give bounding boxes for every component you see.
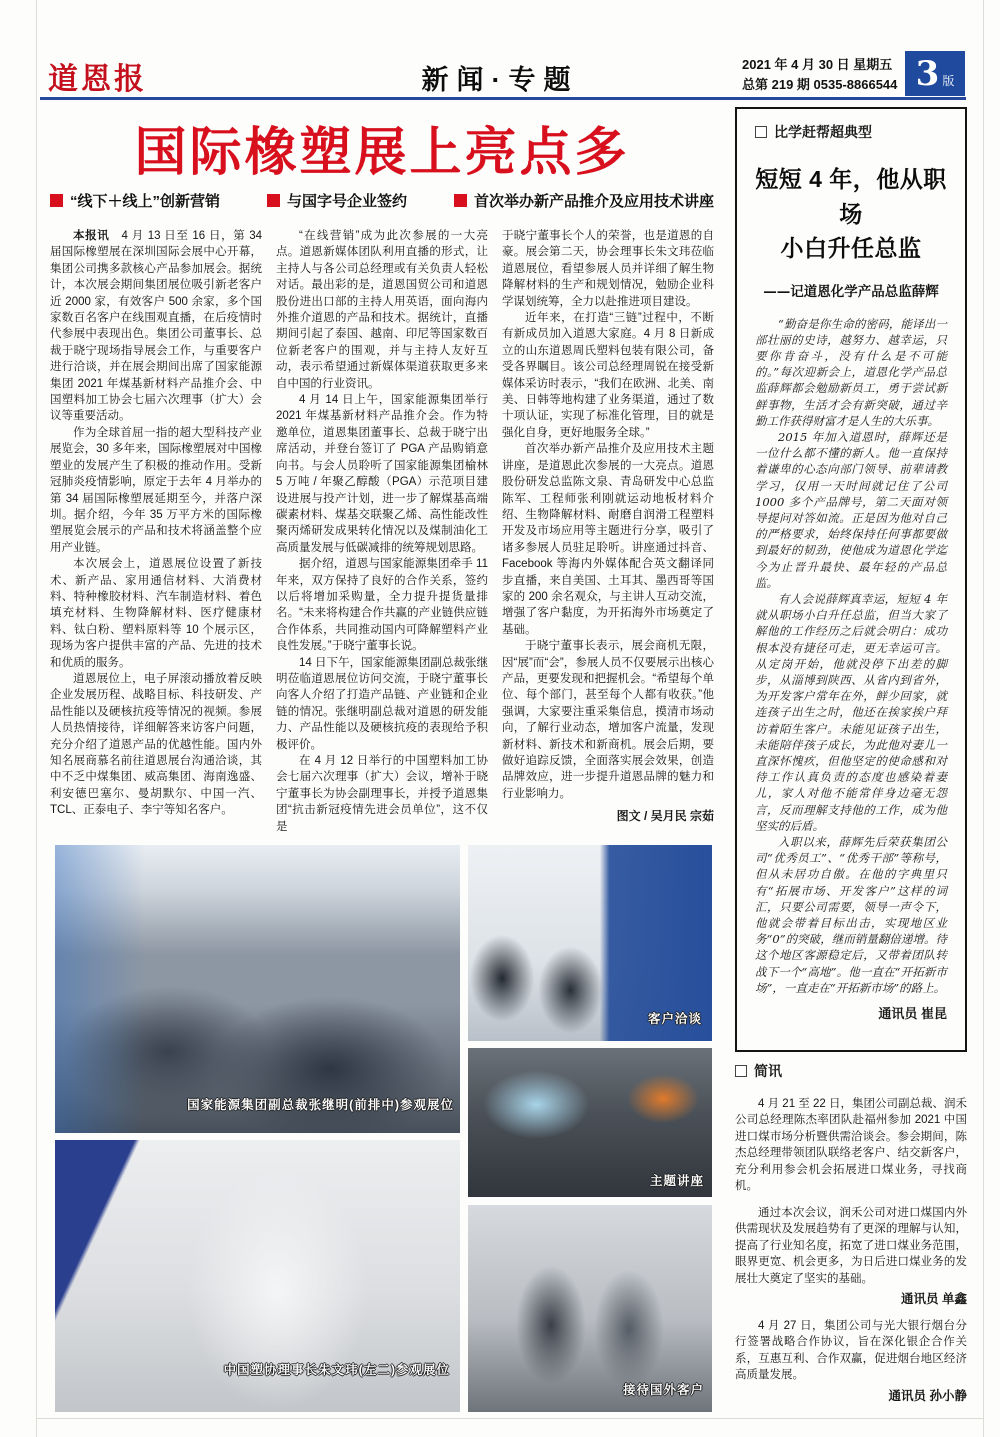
date-line: 2021 年 4 月 30 日 星期五 [742, 57, 893, 72]
subhead-item [454, 190, 714, 211]
feature-kicker-label: 比学赶帮超典型 [774, 124, 872, 140]
article-paragraph: 4 月 14 日上午，国家能源集团举行 2021 年煤基新材料产品推介会。作为特邀单位，道恩集团董事长、总裁于晓宁出席活动，并登台签订了 PGA 产品购销意向书。与会人员聆听了国家能源集团榆林 5 万吨 / 年聚乙醇酸（PGA）示范项目建设进展与投产计划，进一步了解煤基高端碳素材料、煤基交联聚乙烯、高性能改性聚丙烯研发成果转化情况以及煤制油化工高质量发展与低碳减排的统筹规划思路。 [276, 394, 488, 554]
photo-caption: 主题讲座 [649, 1174, 704, 1188]
article-paragraph: 14 日下午，国家能源集团副总裁张继明莅临道恩展位访问交流，于晓宁董事长向客人介绍了打造产品链、产业链和企业链的情况。张继明副总裁对道恩的研发能力、产品性能以及硬核抗疫的表现给予积极评价。 [276, 656, 488, 751]
feature-headline [755, 162, 947, 266]
date-issue-block [742, 55, 900, 95]
article-paragraph: 于晓宁董事长个人的荣誉，也是道恩的自豪。展会第二天，协会理事长朱文玮莅临道恩展位，看望参展人员并详细了解生物降解材料的生产和规划情况，勉励企业科学谋划统筹，全力以赴推进项目建设。 [502, 230, 714, 308]
subhead-label: “线下＋线上”创新营销 [70, 193, 221, 210]
article-paragraph: “在线营销”成为此次参展的一大亮点。道恩新媒体团队利用直播的形式，让主持人与各公司总经理或有关负责人轻松对话。最出彩的是，道恩国贸公司和道恩股份进出口部的主持人用英语，面向海内外推介道恩的产品和技术。据统计，直播期间引起了泰国、越南、印尼等国家数百位新老客户的围观，并与主持人友好互动，表示希望通过新媒体渠道获取更多来自中国的行业资讯。 [276, 230, 488, 390]
subhead-row [50, 190, 714, 211]
page-number: 3 [915, 53, 940, 94]
article-body [50, 228, 714, 835]
briefs-kicker [735, 1063, 967, 1080]
photo-exhibition-tour [55, 845, 460, 1133]
article-paragraph: 本次展会上，道恩展位设置了新技术、新产品、家用通信材料、大消费材料、特种橡胶材料、汽车制造材料、着色填充材料、生物降解材料、医疗健康材料、钛白粉、塑料原料等 10 个展示区，现场为客户提供丰富的产品、先进的技术和优质的服务。 [50, 558, 262, 669]
article-paragraph: 于晓宁董事长表示，展会商机无限，因“展”而“会”，参展人员不仅要展示出核心产品，更要发现和把握机会。“希望每个单位、每个部门，甚至每个人都有收获。”他强调，大家要注重采集信息，摸清市场动向，了解行业动态，增加客户流量，发现新材料、新技术和新商机。展会后期，要做好追踪反馈，全面落实展会效果，创造品牌效应，进一步提升道恩品牌的魅力和行业影响力。 [502, 640, 714, 800]
feature-kicker [755, 122, 947, 142]
feature-byline: 通讯员 崔昆 [878, 1006, 947, 1022]
dateline-label: 本报讯 [73, 230, 110, 242]
article-paragraph [50, 228, 262, 425]
photo-caption: 国家能源集团副总裁张继明(前排中)参观展位 [187, 1098, 454, 1112]
briefs-kicker-label: 简讯 [754, 1063, 782, 1079]
feature-body [755, 316, 947, 1023]
feature-box [735, 107, 967, 1052]
article-paragraph: 据介绍，道恩与国家能源集团牵手 11 年来，双方保持了良好的合作关系，签约以后将增加采购量，全力提升提货量排名。“未来将构建合作共赢的产业链供应链合作体系，共同推动国内可降解塑料产业良性发展。”于晓宁董事长说。 [276, 558, 488, 653]
red-square-bullet-icon [454, 194, 467, 207]
feature-paragraph: “勤奋是你生命的密码，能译出一部壮丽的史诗，越努力、越幸运，只要你肯奋斗，没有什么是不可能的。”每次迎新会上，道恩化学产品总监薛辉都会勉励新员工，勇于尝试新鲜事物，生活才会有新突破，通过辛勤工作获得财富才是人生的大乐事。 [755, 316, 947, 428]
section-title: 新闻·专题 [421, 65, 579, 95]
brief-paragraph: 4 月 21 至 22 日，集团公司副总裁、润禾公司总经理陈杰率团队赴福州参加 2021 中国进口煤市场分析暨供需洽谈会。参会期间，陈杰总经理带领团队联络老客户、结交新客户，充分利用参会机会拓展进口煤业务，寻找商机。 [735, 1097, 967, 1192]
photo-booth-visit [55, 1140, 460, 1412]
article-paragraph: 近年来，在打造“三链”过程中，不断有新成员加入道恩大家庭。4 月 8 日新成立的山东道恩周氏塑料包装有限公司，备受各界瞩目。该公司总经理周锐在接受新媒体采访时表示，“我们在欧洲、北美、南美、日韩等地构建了业务渠道，通过了数十项认证，实现了标准化管理，目的就是强化自身，更好地服务全球。” [502, 312, 714, 439]
brief-byline: 通讯员 孙小静 [888, 1388, 967, 1403]
red-square-bullet-icon [267, 194, 280, 207]
kicker-square-icon [735, 1065, 747, 1077]
article-paragraph: 在 4 月 12 日举行的中国塑料加工协会七届六次理事（扩大）会议，增补于晓宁董事长为协会副理事长，并授予道恩集团“抗击新冠疫情先进会员单位”，这不仅是 [276, 755, 488, 833]
article-paragraph: 作为全球首屈一指的超大型科技产业展览会，30 多年来，国际橡塑展对中国橡塑业的发展产生了积极的推动作用。受新冠肺炎疫情影响，原定于去年 4 月举办的第 34 届国际橡塑展延期至今，并落户深圳。据介绍，今年 35 万平方米的国际橡塑展览会展示的产品和技术将涵盖整个应用产业链。 [50, 426, 262, 554]
header-rule [40, 97, 966, 100]
article-column-3 [502, 228, 714, 835]
feature-paragraph: 入职以来，薛辉先后荣获集团公司“优秀员工”、“优秀干部”等称号，但从未居功自傲。在他的字典里只有“拓展市场、开发客户”这样的词汇，只要公司需要，领导一声令下，他就会带着目标出击，实现地区业务“0”的突破，继而销量翻倍递增。待这个地区客源稳定后，又带着团队转战下一个“高地”。他一直在“开拓新市场”，一直走在“开拓新市场”的路上。 [755, 835, 947, 995]
feature-headline-line2: 小白升任总监 [780, 235, 922, 261]
photo-caption: 中国塑协理事长朱文玮(左二)参观展位 [223, 1363, 450, 1377]
page-number-box [905, 51, 965, 96]
article-column-2 [276, 228, 488, 835]
feature-subtitle: ——记道恩化学产品总监薛辉 [763, 283, 939, 300]
article-paragraph: 首次举办新产品推介及应用技术主题讲座，是道恩此次参展的一大亮点。道恩股份研发总监陈文泉、青岛研发中心总监陈军、工程师张利刚就运动地板材料介绍、生物降解材料、耐磨自润滑工程塑料开发及市场应用等主题进行分享，吸引了诸多参展人员驻足聆听。讲座通过抖音、Facebook 等海内外媒体配合英文翻译同步直播，来自美国、土耳其、墨西哥等国家的 200 余名观众，与主讲人互动交流，增强了客户黏度，为开拓海外市场奠定了基础。 [502, 443, 714, 636]
feature-paragraph: 有人会说薛辉真幸运，短短 4 年就从职场小白升任总监，但当大家了解他的工作经历之后就会明白：成功根本没有捷径可走，更无幸运可言。从定岗开始，他就没停下出差的脚步，从淄博到陕西、从省内到省外，为开发客户常年在外，鲜少回家，就连孩子出生之时，他还在挨家挨户拜访着陌生客户。未能见证孩子出生，未能陪伴孩子成长，为此他对妻儿一直深怀愧疚，但他坚定的使命感和对待工作认真负责的态度也感染着妻儿，家人对他不能常伴身边毫无怨言，反而理解支持他的工作，成为他坚实的后盾。 [755, 591, 947, 833]
photo-lecture [468, 1048, 712, 1197]
photo-caption: 接待国外客户 [622, 1383, 704, 1397]
briefs-section [735, 1063, 967, 1404]
brief-paragraph: 4 月 27 日，集团公司与光大银行烟台分行签署战略合作协议，旨在深化银企合作关系，互惠互利、合作双赢，促进烟台地区经济高质量发展。 [735, 1319, 967, 1381]
page-edge-line [36, 0, 37, 1437]
feature-headline-line1: 短短 4 年，他从职场 [755, 166, 947, 227]
subhead-item [267, 190, 407, 211]
paragraph-text: 4 月 13 日至 16 日，第 34 届国际橡塑展在深圳国际会展中心开幕，集团公司携多款核心产品参加展会。据统计，本次展会期间集团展位吸引新老客户近 2000 家，有效客户 500 余家，多个国家数百名客户在线围观直播，在后疫情时代参展中表现出色。集团公司董事长、总裁于晓宁现场指导展会工作，与重要客户进行洽谈，并在展会期间出席了国家能源集团 2021 年煤基新材料产品推介会、中国塑料加工协会七届六次理事（扩大）会议等重要活动。 [50, 230, 262, 423]
red-square-bullet-icon [50, 194, 63, 207]
article-paragraph: 道恩展位上，电子屏滚动播放着反映企业发展历程、战略目标、科技研发、产品性能以及硬核抗疫等情况的视频。参展人员热情接待，详细解答来访客户问题，充分介绍了道恩产品的优越性能。国内外知名展商慕名前往道恩展台沟通洽谈，其中不乏中煤集团、威高集团、海南逸盛、利安德巴塞尔、曼胡默尔、中国一汽、TCL、正泰电子、李宁等知名客户。 [50, 672, 262, 817]
page-edge-line [36, 1418, 984, 1419]
photo-caption: 客户洽谈 [647, 1012, 702, 1026]
subhead-label: 首次举办新产品推介及应用技术讲座 [473, 193, 714, 210]
page-number-label: 版 [942, 74, 955, 88]
brief-byline: 通讯员 单鑫 [901, 1292, 967, 1306]
brief-paragraph: 通过本次会议，润禾公司对进口煤国内外供需现状及发展趋势有了更深的理解与认知，提高了行业知名度，拓宽了进口煤业务范围，眼界更宽、机会更多，为日后进口煤业务的发展壮大奠定了坚实的基础。 [735, 1206, 967, 1285]
article-byline: 图文 / 吴月民 宗茹 [616, 809, 714, 824]
issue-line: 总第 219 期 0535-8866544 [742, 77, 898, 93]
article-column-1 [50, 228, 262, 835]
kicker-square-icon [755, 126, 767, 138]
photo-foreign-guests [468, 1205, 712, 1412]
subhead-label: 与国字号企业签约 [286, 193, 407, 210]
masthead-logo: 道恩报 [48, 62, 147, 97]
subhead-item [50, 190, 220, 211]
photo-client-meeting [468, 845, 712, 1041]
main-headline: 国际橡塑展上亮点多 [134, 124, 630, 182]
page-edge-line [983, 0, 984, 1437]
feature-paragraph: 2015 年加入道恩时，薛辉还是一位什么都不懂的新人。他一直保持着谦卑的心态向部门领导、前辈请教学习，仅用一天时间就记住了公司 1000 多个产品牌号，第二天面对领导提问对答如流。正是因为他对自己的严格要求，始终保持任何事都要做到最好的韧劲，使他成为道恩化学迄今为止晋升最快、最年轻的产品总监。 [755, 429, 947, 590]
